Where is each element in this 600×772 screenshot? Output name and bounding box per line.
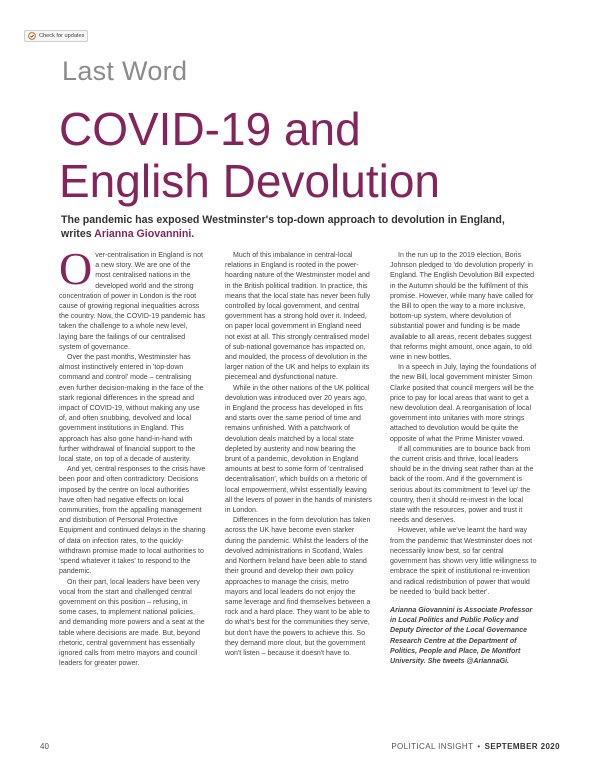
paragraph: In the run up to the 2019 election, Boris Johnson pledged to 'do devolution properly' in England. The English Devolution Bill expected in the Autumn should be the fulfilment of this promise. However, while many have called for the Bill to open the way to a more inclusive, bottom-up system, where devolution of substantial power and funding is be made available to all areas, recent debates suggest that reforms might amount, once again, to old wine in new bottles. <box>390 252 535 362</box>
page-number: 40 <box>40 742 49 751</box>
paragraph: On their part, local leaders have been very vocal from the start and challenged central government on this position – refusing, in some cases, to implement national policies, and demanding more powers and a seat at the table where decisions are made. But, beyond rhetoric, central government has essentially ignored calls from metro mayors and council leaders for greater power. <box>59 578 205 668</box>
standfirst-text: The pandemic has exposed Westminster's top-down approach to devolution in England, writes <box>61 214 505 240</box>
badge-label: Check for updates <box>39 33 85 39</box>
author-name: Arianna Giovannini. <box>94 228 195 240</box>
title-line-1: COVID-19 and <box>59 103 361 155</box>
magazine-issue <box>391 742 560 751</box>
drop-cap: O <box>59 243 93 294</box>
paragraph-text: ver-centralisation in England is not a new story. We are one of the most centralised nations in the developed world and the strong concentration of power in London is the root cause of growing regional inequalities across the country. Now, the COVID-19 pandemic has taken the challenge to a whole new level, laying bare the failings of our centralised system of governance. <box>59 252 205 351</box>
issue-date: SEPTEMBER 2020 <box>484 742 560 751</box>
paragraph: Much of this imbalance in central-local relations in England is rooted in the power-hoarding nature of the Westminster model and in the British political tradition. In practice, this means that the local state has never been fully controlled by local government, and central government has a strong hold over it. Indeed, on paper local government in England need not exist at all. This strongly centralised model of sub-national governance has impacted on, and moulded, the process of devolution in the larger nation of the UK and helps to explain its piecemeal and dysfunctional nature. <box>225 252 371 382</box>
paragraph: If all communities are to bounce back from the current crisis and thrive, local leaders should be in the driving seat rather than at the back of the room. And if the government is serious about its commitment to 'level up' the country, then it should re-invest in the local state with the resources, power and trust it needs and deserves. <box>390 445 534 525</box>
magazine-name: POLITICAL INSIGHT <box>391 742 474 751</box>
paragraph: And yet, central responses to the crisis have been poor and often contradictory. Decisions imposed by the centre on local authorities have often had negative effects on local communities, from the appalling management and distribution of Personal Protective Equipment and continued delays in the sharing of data on infection rates, to the quickly-withdrawn promise made to local authorities to 'spend whatever it takes' to respond to the pandemic. <box>59 466 206 576</box>
section-label: Last Word <box>62 56 188 86</box>
author-bio: Arianna Giovannini is Associate Professor in Local Politics and Public Policy and Deputy Director of the Local Governance Research Centre at the Department of Politics, People and Place, De Montfort University. She tweets @AriannaGi. <box>390 606 533 665</box>
column-1 <box>59 243 206 669</box>
paragraph: Differences in the form devolution has taken across the UK have become even starker during the pandemic. Whilst the leaders of the devolved administrations in Scotland, Wales and Northern Ireland have been able to stand their ground and develop their own policy approaches to manage the crisis, metro mayors and local leaders do not enjoy the same leverage and find themselves between a rock and a hard place. They want to be able to do what's best for the communities they serve, but don't have the powers to achieve this. So they demand more clout, but the government won't listen – because it doesn't have to. <box>225 517 371 657</box>
standfirst <box>61 213 531 241</box>
paragraph <box>59 243 206 353</box>
paragraph: In a speech in July, laying the foundations of the new Bill, local government minister Simon Clarke posited that council mergers will be the price to pay for local areas that want to get a new devolution deal. A reorganisation of local government into unitaries with more strings attached to devolution would be quite the opposite of what the Prime Minister vowed. <box>390 364 537 443</box>
update-check-icon <box>28 32 36 40</box>
column-3 <box>390 251 537 667</box>
title-line-2: English Devolution <box>59 155 441 207</box>
paragraph: While in the other nations of the UK political devolution was introduced over 20 years ago, in England the process has developed in fits and starts over the same period of time and remains unfinished. With a patchwork of devolution deals matched by a local state depleted by austerity and now bearing the brunt of a pandemic, devolution in England amounts at best to some form of 'centralised decentralisation', which builds on a rhetoric of local empowerment, whilst essentially leaving all the levers of power in the hands of ministers in London. <box>225 384 372 515</box>
paragraph: Over the past months, Westminster has almost instinctively entered in 'top-down command and control' mode – centralising even further decision-making in the face of the stark regional differences in the spread and impact of COVID-19, without making any use of, and often snubbing, devolved and local government institutions in England. This approach has also gone hand-in-hand with further withdrawal of financial support to the local state, on top of a decade of austerity. <box>59 354 204 464</box>
check-for-updates-badge[interactable] <box>24 30 88 42</box>
footer-separator: • <box>477 742 481 751</box>
column-2 <box>225 251 372 659</box>
paragraph: However, while we've learnt the hard way from the pandemic that Westminster does not necessarily know best, so far central government has shown very little willingness to embrace the spirit of institutional re-invention and radical redistribution of power that would be needed to 'build back better'. <box>390 527 537 596</box>
article-title <box>59 103 559 207</box>
